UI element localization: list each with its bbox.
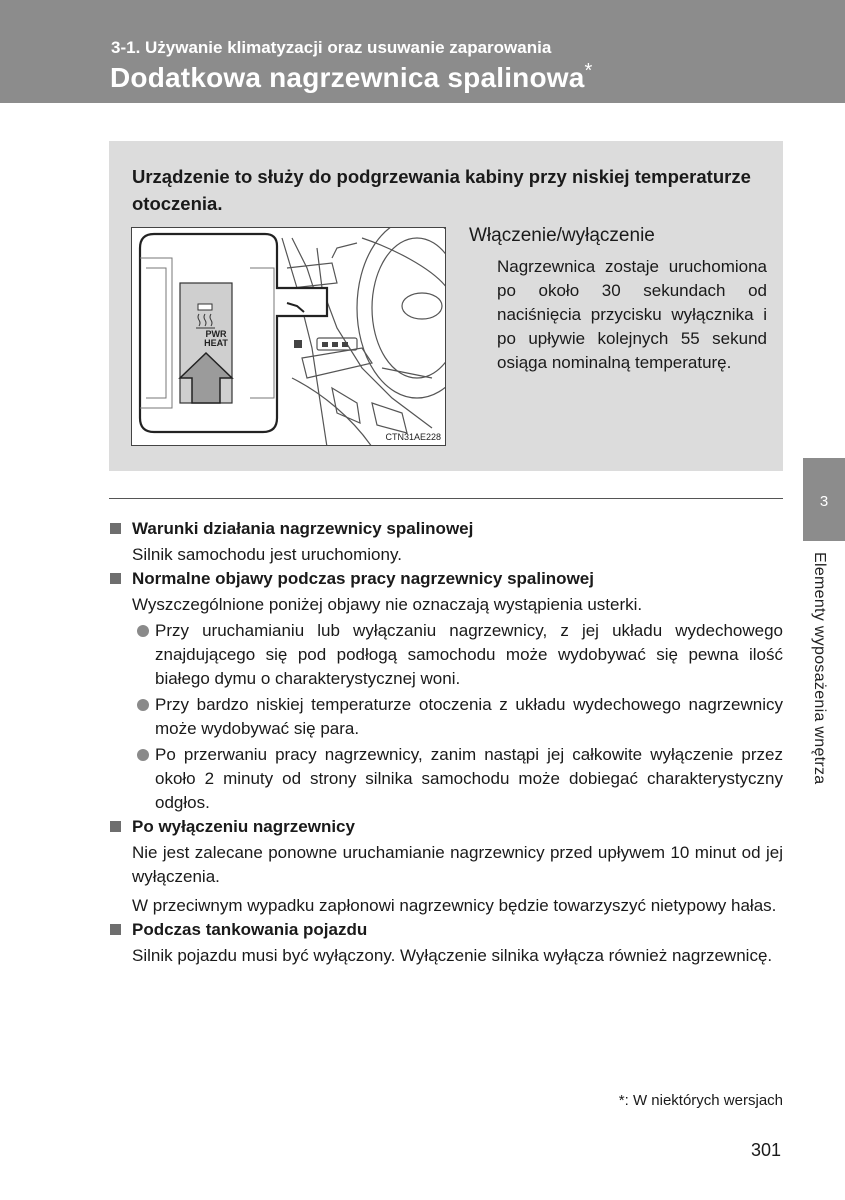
circle-bullet-icon [137,749,149,761]
section-text: Silnik samochodu jest uruchomiony. [132,545,402,564]
intro-text: Urządzenie to służy do podgrzewania kabiny przy niskiej temperaturze otoczenia. [132,166,751,214]
section-text: Silnik pojazdu musi być wyłączony. Wyłączenie silnika wyłącza również nagrzewnicę. [132,946,773,965]
section-heading-text: Normalne objawy podczas pracy nagrzewnicy spalinowej [132,569,594,588]
circle-bullet-icon [137,699,149,711]
section-title: 3-1. Używanie klimatyzacji oraz usuwanie zaparowania [111,38,552,57]
dashboard-illustration [132,228,446,446]
list-item [109,743,783,815]
pwr-heat-button-label [188,330,244,348]
button-label-line2: HEAT [204,338,228,348]
section-heading-text: Podczas tankowania pojazdu [132,920,368,939]
section-heading-text: Warunki działania nagrzewnicy spalinowej [132,519,474,538]
page-heading [110,60,593,94]
square-bullet-icon [110,523,121,534]
chapter-title: Elementy wyposażenia wnętrza [811,552,828,785]
footnote: *: W niektórych wersjach [618,1092,783,1109]
section-text: Wyszczególnione poniżej objawy nie oznaczają wystąpienia usterki. [132,595,643,614]
button-label-line1: PWR [205,329,227,339]
circle-bullet-icon [137,625,149,637]
optional-equipment-mark: * [584,60,593,82]
list-item-text: Przy uruchamianiu lub wyłączaniu nagrzewnicy, z jej układu wydechowego znajdującego się pod podłogą samochodu może wydobywać się pewna ilość białego dymu o charakterystycznej woni. [155,621,783,688]
chapter-tab [803,458,845,541]
page-header [0,0,845,103]
list-item [109,619,783,691]
list-item [109,693,783,741]
section-heading-text: Po wyłączeniu nagrzewnicy [132,817,355,836]
main-content [109,517,783,968]
section-text: W przeciwnym wypadku zapłonowi nagrzewnicy będzie towarzyszyć nietypowy hałas. [132,896,777,915]
figure-code: CTN31AE228 [385,432,441,442]
page-heading-text: Dodatkowa nagrzewnica spalinowa [110,62,585,93]
list-item-text: Po przerwaniu pracy nagrzewnicy, zanim nastąpi jej całkowite wyłączenie przez około 2 minuty od strony silnika samochodu może dobiegać charakterystyczny odgłos. [155,745,783,812]
operation-title: Włączenie/wyłączenie [469,225,655,246]
square-bullet-icon [110,821,121,832]
heater-switch-figure [131,227,446,446]
square-bullet-icon [110,924,121,935]
chapter-number: 3 [819,493,829,510]
list-item-text: Przy bardzo niskiej temperaturze otoczenia z układu wydechowego nagrzewnicy może wydobywać się para. [155,695,783,738]
divider [109,498,783,499]
page-number: 301 [750,1140,781,1160]
section-heading [109,815,783,839]
section-heading [109,517,783,541]
operation-description: Nagrzewnica zostaje uruchomiona po około 30 sekundach od naciśnięcia przycisku wyłącznika i po upływie kolejnych 55 sekund osiąga nominalną temperaturę. [497,257,767,372]
section-text: Nie jest zalecane ponowne uruchamianie nagrzewnicy przed upływem 10 minut od jej wyłączenia. [132,843,783,886]
square-bullet-icon [110,573,121,584]
intro-box [109,141,783,471]
section-heading [109,918,783,942]
section-heading [109,567,783,591]
